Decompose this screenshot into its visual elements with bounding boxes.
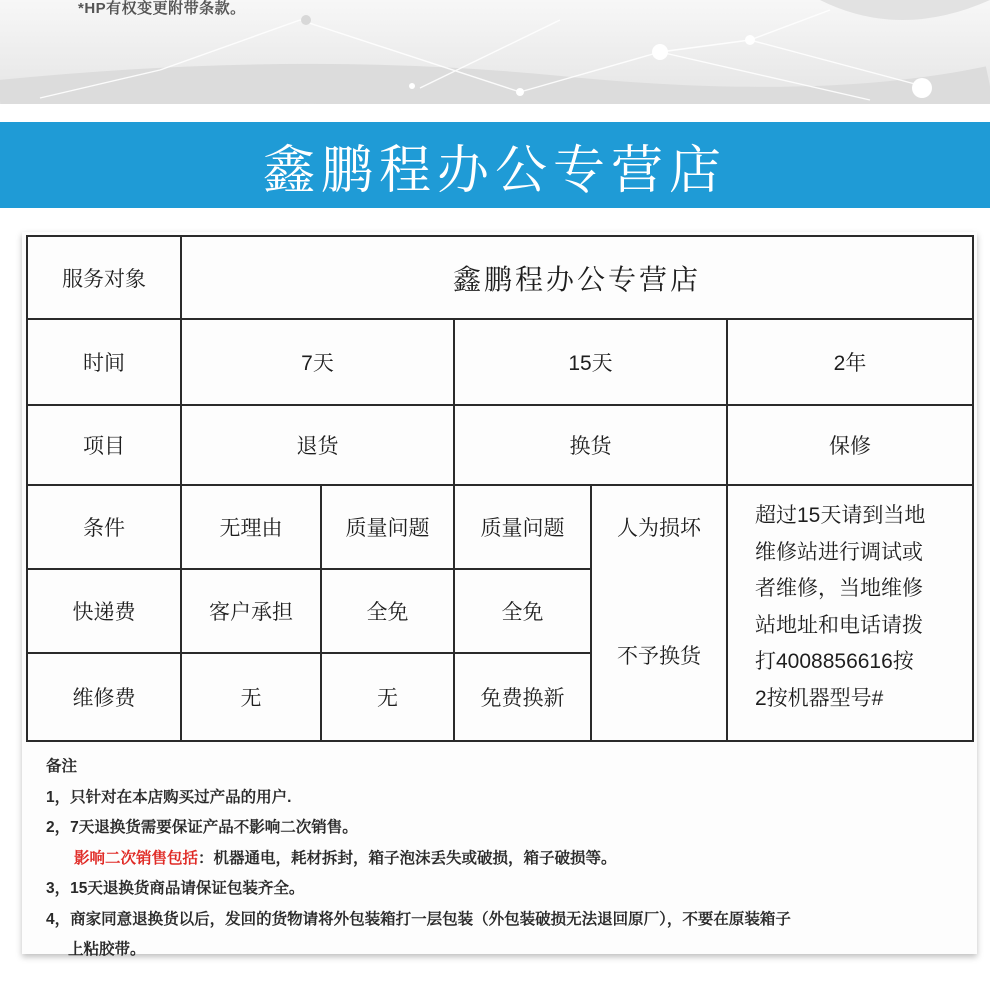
- item-return: 退货: [296, 435, 339, 458]
- shipping-free-return: 全免: [366, 601, 409, 624]
- top-decoration: [0, 0, 990, 104]
- service-label: 服务对象: [62, 267, 146, 291]
- shipping-customer: 客户承担: [209, 601, 293, 624]
- item-label: 项目: [83, 435, 125, 458]
- notes-title: 备注: [46, 758, 78, 775]
- item-exchange: 换货: [569, 435, 612, 458]
- warranty-line: 站地址和电话请拨: [755, 613, 923, 637]
- service-value: 鑫鹏程办公专营店: [452, 263, 701, 295]
- warranty-line: 2按机器型号#: [755, 686, 884, 710]
- warranty-line: 维修站进行调试或: [755, 540, 923, 564]
- note-2-detail: ：机器通电，耗材拆封，箱子泡沫丢失或破损，箱子破损等。: [198, 849, 617, 867]
- condition-human-damage: 人为损坏: [617, 517, 701, 540]
- condition-quality-exchange: 质量问题: [480, 517, 565, 540]
- no-exchange: 不予换货: [617, 645, 701, 668]
- warranty-line: 打4008856616按: [755, 650, 914, 673]
- time-15-days: 15天: [568, 352, 613, 375]
- store-banner: [0, 122, 990, 208]
- banner-title: 鑫鹏程办公专营店: [262, 140, 727, 201]
- shipping-label: 快递费: [72, 601, 136, 624]
- repair-none-1: 无: [240, 687, 262, 710]
- note-4-cont: 上粘胶带。: [68, 941, 146, 958]
- condition-label: 条件: [83, 517, 125, 540]
- notes-section: [46, 752, 966, 966]
- warranty-details: [755, 498, 971, 734]
- note-3: 3，15天退换货商品请保证包装齐全。: [46, 880, 305, 897]
- note-4: 4，商家同意退换货以后，发回的货物请将外包装箱打一层包装（外包装破损无法退回原厂），不要在原装箱子: [46, 910, 791, 928]
- time-label: 时间: [83, 352, 125, 375]
- repair-none-2: 无: [377, 687, 398, 710]
- note-1: 1，只针对在本店购买过产品的用户.: [46, 788, 292, 806]
- note-2-highlight: 影响二次销售包括: [74, 849, 199, 867]
- item-warranty: 保修: [829, 435, 871, 458]
- time-7-days: 7天: [301, 352, 334, 375]
- service-policy-table: [22, 232, 977, 958]
- condition-no-reason: 无理由: [219, 517, 283, 540]
- top-disclaimer: *HP有权变更附带条款。: [78, 0, 246, 17]
- condition-quality-return: 质量问题: [345, 517, 430, 540]
- warranty-line: 超过15天请到当地: [755, 504, 926, 527]
- note-2: 2，7天退换货需要保证产品不影响二次销售。: [46, 819, 358, 836]
- shipping-free-exchange: 全免: [501, 601, 544, 624]
- repair-label: 维修费: [72, 687, 136, 710]
- note-2-detail-row: [46, 844, 966, 875]
- warranty-line: 者维修，当地维修: [755, 577, 923, 600]
- repair-free-replace: 免费换新: [480, 687, 565, 710]
- time-2-years: 2年: [833, 352, 867, 375]
